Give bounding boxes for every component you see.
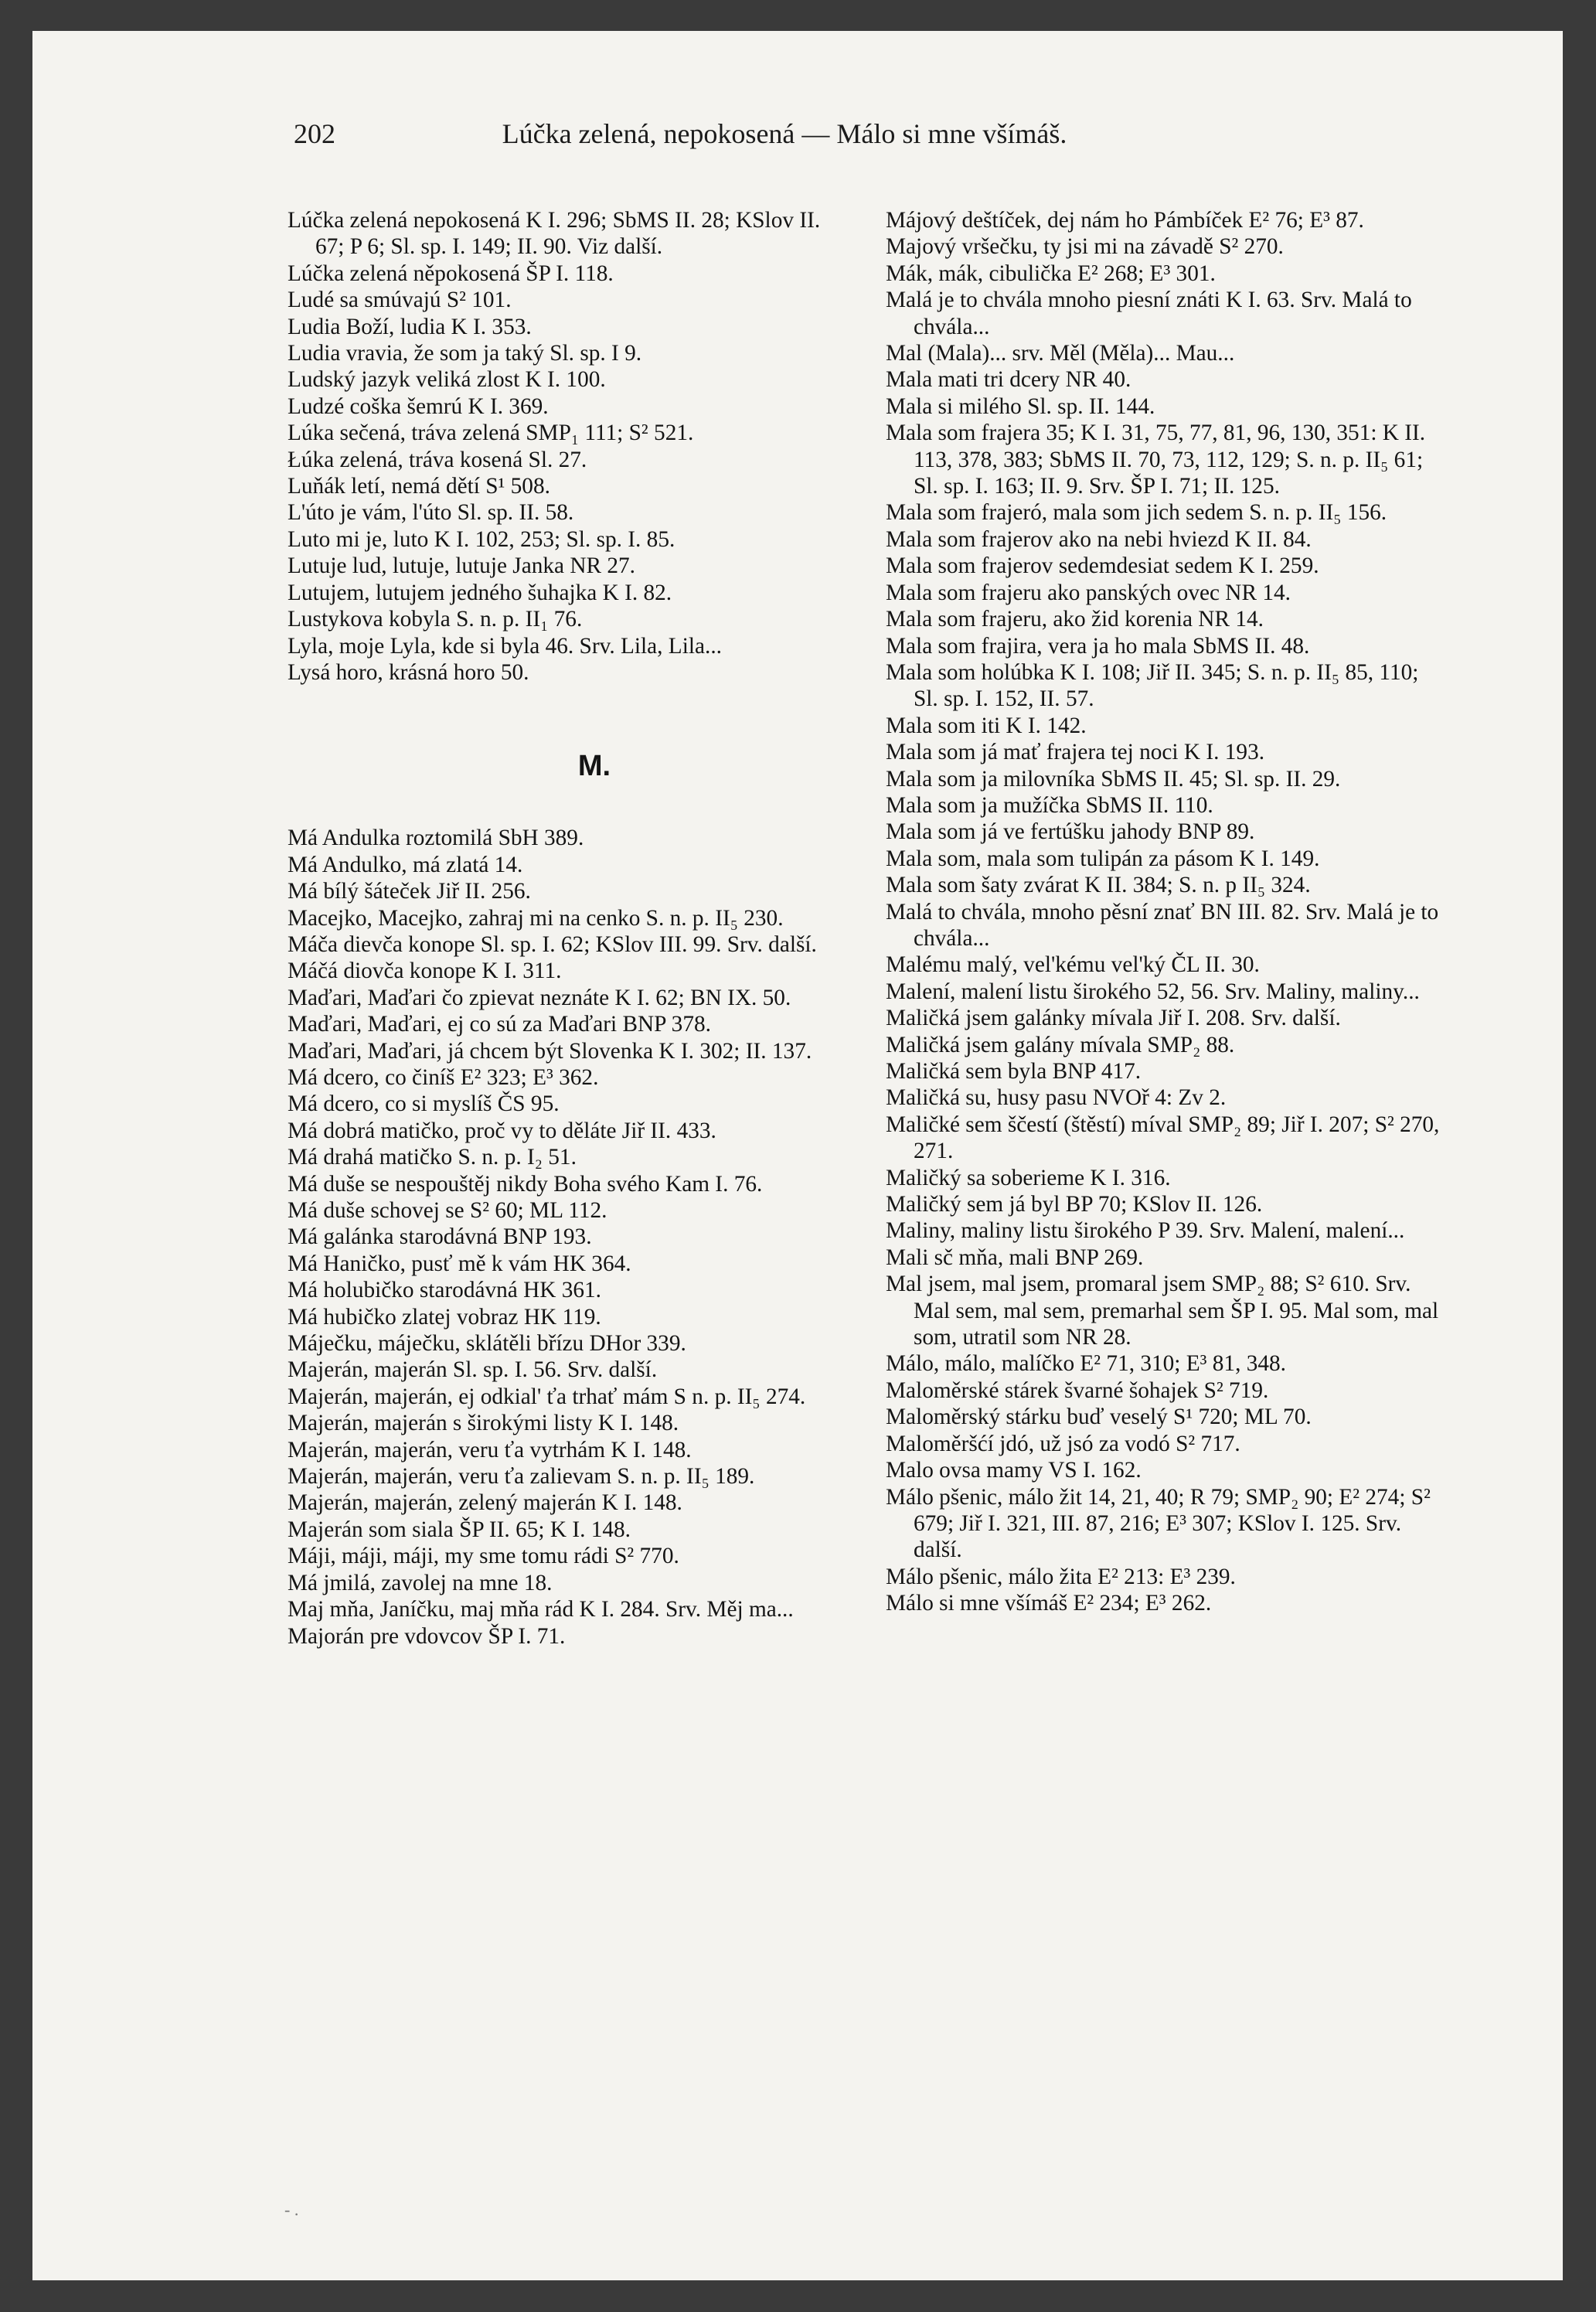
index-entry: Majerán, majerán Sl. sp. I. 56. Srv. další. (288, 1357, 658, 1383)
left-entries-before (288, 207, 847, 686)
index-entry: Maloměrské stárek švarné šohajek S² 719. (886, 1377, 1269, 1403)
index-entry: Má Haničko, pusť mě k vám HK 364. (288, 1251, 631, 1276)
index-entry: Malo ovsa mamy VS I. 162. (886, 1458, 1142, 1483)
index-entry: Maličká jsem galány mívala SMP₂ 88. (886, 1032, 1235, 1057)
index-entry: Mala som frajeru ako panských ovec NR 14. (886, 580, 1291, 605)
index-entry: Maloměrský stárku buď veselý S¹ 720; ML 70. (886, 1405, 1312, 1430)
index-entry: Mala som frajerov sedemdesiat sedem K I. 259. (886, 553, 1319, 579)
index-entry: Máji, máji, máji, my sme tomu rádi S² 770. (288, 1544, 679, 1569)
index-entry: Málo pšenic, málo žita E² 213: E³ 239. (886, 1564, 1236, 1589)
index-entry: Maličký sa soberieme K I. 316. (886, 1165, 1171, 1190)
index-entry: Majerán, majerán, zelený majerán K I. 148. (288, 1490, 682, 1516)
left-entries-after (288, 825, 847, 1650)
index-entry: Malá to chvála, mnoho pěsní znať BN III. 82. Srv. Malá je to chvála... (886, 899, 1439, 951)
section-heading: M. (577, 750, 611, 783)
index-entry: Málo si mne všímáš E² 234; E³ 262. (886, 1591, 1212, 1616)
index-entry: Mala som frajira, vera ja ho mala SbMS II. 48. (886, 633, 1310, 659)
index-entry: Málo, málo, malíčko E² 71, 310; E³ 81, 348. (886, 1351, 1286, 1377)
index-entry: Lúčka zelená něpokosená ŠP I. 118. (288, 260, 614, 286)
index-entry: Má galánka starodávná BNP 193. (288, 1224, 592, 1250)
page-number: 202 (294, 118, 335, 149)
left-column (288, 207, 847, 1650)
page-sheet (32, 31, 1563, 2280)
index-entry: Łúka zelená, tráva kosená Sl. 27. (288, 447, 587, 472)
index-entry: Ludia vravia, že som ja taký Sl. sp. I 9. (288, 341, 642, 366)
index-entry: Majový vršečku, ty jsi mi na závadě S² 270. (886, 234, 1284, 260)
index-entry: Maďari, Maďari čo zpievat neznáte K I. 62; BN IX. 50. (288, 985, 791, 1010)
index-entry: Má dcero, co si myslíš ČS 95. (288, 1091, 560, 1117)
index-entry: Maličké sem ščestí (štěstí) míval SMP₂ 89; Jiř I. 207; S² 270, 271. (886, 1112, 1440, 1164)
index-entry: Majerán som siala ŠP II. 65; K I. 148. (288, 1517, 631, 1542)
index-entry: Lutuje lud, lutuje, lutuje Janka NR 27. (288, 553, 635, 579)
index-entry: Mala som iti K I. 142. (886, 713, 1087, 738)
index-entry: Macejko, Macejko, zahraj mi na cenko S. n. p. II₅ 230. (288, 905, 784, 931)
index-entry: Mák, mák, cibulička E² 268; E³ 301. (886, 260, 1216, 286)
index-entry: Má duše se nespouštěj nikdy Boha svého Kam I. 76. (288, 1171, 763, 1197)
index-entry: Maličká su, husy pasu NVOř 4: Zv 2. (886, 1085, 1227, 1111)
index-entry: Mala som frajera 35; K I. 31, 75, 77, 81, 96, 130, 351: K II. 113, 378, 383; SbMS II. 70, 73, 112, 129; S. n. p. II₅ 61; Sl. sp. I. 163; II. 9. Srv. ŠP I. 71; II. 125. (886, 421, 1426, 499)
index-entry: Maličký sem já byl BP 70; KSlov II. 126. (886, 1192, 1263, 1217)
index-entry: Lúčka zelená nepokosená K I. 296; SbMS II. 28; KSlov II. 67; P 6; Sl. sp. I. 149; II. 90. Viz další. (288, 208, 821, 260)
index-entry: Malení, malení listu širokého 52, 56. Srv. Maliny, maliny... (886, 979, 1420, 1004)
index-entry: Majerán, majerán, veru ťa zalievam S. n. p. II₅ 189. (288, 1464, 755, 1490)
index-entry: Mala mati tri dcery NR 40. (886, 367, 1131, 393)
index-entry: Mala som ja milovníka SbMS II. 45; Sl. sp. II. 29. (886, 766, 1341, 792)
index-entry: Maliny, maliny listu širokého P 39. Srv. Malení, malení... (886, 1218, 1405, 1244)
index-entry: Maďari, Maďari, já chcem být Slovenka K I. 302; II. 137. (288, 1038, 812, 1064)
index-entry: Má hubičko zlatej vobraz HK 119. (288, 1304, 601, 1330)
index-entry: Mala som šaty zvárat K II. 384; S. n. p II₅ 324. (886, 873, 1311, 898)
index-entry: Máčá diovča konope K I. 311. (288, 959, 562, 984)
index-entry: Má Andulko, má zlatá 14. (288, 852, 523, 877)
index-entry: Malá je to chvála mnoho piesní znáti K I. 63. Srv. Malá to chvála... (886, 288, 1412, 339)
index-entry: Lustykova kobyla S. n. p. II₁ 76. (288, 607, 583, 632)
index-entry: Mala si milého Sl. sp. II. 144. (886, 393, 1155, 419)
index-entry: Ludé sa smúvajú S² 101. (288, 288, 512, 313)
index-entry: Má dcero, co činíš E² 323; E³ 362. (288, 1064, 599, 1090)
index-entry: Ludzé coška šemrú K I. 369. (288, 393, 549, 419)
index-entry: Majerán, majerán, ej odkial' ťa trhať mám S n. p. II₅ 274. (288, 1384, 806, 1409)
index-entry: Mala som holúbka K I. 108; Jiř II. 345; S. n. p. II₅ 85, 110; Sl. sp. I. 152, II. 57. (886, 659, 1419, 712)
index-entry: Máča dievča konope Sl. sp. I. 62; KSlov III. 99. Srv. další. (288, 931, 817, 957)
index-entry: Ludia Boží, ludia K I. 353. (288, 314, 532, 339)
index-entry: Mala som, mala som tulipán za pásom K I. 149. (886, 846, 1320, 871)
index-entry: Mala som frajeru, ako žid korenia NR 14. (886, 607, 1264, 632)
running-header (294, 117, 1229, 164)
index-entry: Mala som frajerov ako na nebi hviezd K II. 84. (886, 526, 1312, 552)
index-entry: Má bílý šáteček Jiř II. 256. (288, 879, 531, 904)
index-entry: L'úto je vám, l'úto Sl. sp. II. 58. (288, 500, 574, 526)
index-entry: Lysá horo, krásná horo 50. (288, 659, 529, 685)
right-column (886, 207, 1445, 1617)
index-entry: Mala som já mať frajera tej noci K I. 193. (886, 740, 1265, 765)
index-entry: Maj mňa, Janíčku, maj mňa rád K I. 284. Srv. Měj ma... (288, 1597, 794, 1622)
index-entry: Málo pšenic, málo žit 14, 21, 40; R 79; SMP₂ 90; E² 274; S² 679; Jiř I. 321, III. 87, 216; E³ 307; KSlov I. 125. Srv. další. (886, 1484, 1431, 1563)
index-entry: Mala som frajeró, mala som jich sedem S. n. p. II₅ 156. (886, 500, 1387, 526)
index-entry: Má jmilá, zavolej na mne 18. (288, 1570, 553, 1595)
index-entry: Má dobrá matičko, proč vy to děláte Jiř II. 433. (288, 1118, 716, 1143)
index-entry: Majerán, majerán, veru ťa vytrhám K I. 148. (288, 1437, 692, 1462)
running-title: Lúčka zelená, nepokosená — Málo si mne všímáš. (502, 118, 1067, 149)
index-entry: Maďari, Maďari, ej co sú za Maďari BNP 378. (288, 1012, 711, 1037)
index-entry: Mala som ja mužíčka SbMS II. 110. (886, 792, 1213, 818)
index-entry: Luňák letí, nemá dětí S¹ 508. (288, 474, 550, 499)
index-entry: Majorán pre vdovcov ŠP I. 71. (288, 1623, 566, 1649)
index-entry: Luto mi je, luto K I. 102, 253; Sl. sp. I. 85. (288, 526, 675, 552)
index-entry: Lúka sečená, tráva zelená SMP₁ 111; S² 521. (288, 421, 694, 446)
index-entry: Majerán, majerán s širokými listy K I. 148. (288, 1411, 679, 1436)
index-entry: Lyla, moje Lyla, kde si byla 46. Srv. Lila, Lila... (288, 633, 722, 659)
index-entry: Maličká sem byla BNP 417. (886, 1059, 1142, 1084)
index-entry: Má holubičko starodávná HK 361. (288, 1278, 602, 1303)
index-entry: Máječku, máječku, sklátěli břízu DHor 339. (288, 1331, 686, 1357)
index-entry: Maloměršćí jdó, už jsó za vodó S² 717. (886, 1431, 1240, 1456)
page-smudge: - . (284, 2200, 299, 2219)
index-entry: Mali sč mňa, mali BNP 269. (886, 1245, 1144, 1270)
index-entry: Mala som já ve fertúšku jahody BNP 89. (886, 819, 1255, 845)
index-entry: Ludský jazyk veliká zlost K I. 100. (288, 367, 606, 393)
index-entry: Mal (Mala)... srv. Měl (Měla)... Mau... (886, 341, 1235, 366)
index-entry: Mal jsem, mal jsem, promaral jsem SMP₂ 88; S² 610. Srv. Mal sem, mal sem, premarhal sem ŠP I. 95. Mal som, mal som, utratil som NR 28. (886, 1272, 1439, 1350)
index-entry: Májový deštíček, dej nám ho Pámbíček E² 76; E³ 87. (886, 208, 1364, 233)
index-entry: Malému malý, vel'kému vel'ký ČL II. 30. (886, 952, 1260, 978)
index-entry: Má drahá matičko S. n. p. I₂ 51. (288, 1145, 577, 1170)
index-entry: Lutujem, lutujem jedného šuhajka K I. 82. (288, 580, 672, 605)
index-entry: Má Andulka roztomilá SbH 389. (288, 826, 584, 851)
right-entries (886, 207, 1445, 1617)
index-entry: Maličká jsem galánky mívala Jiř I. 208. Srv. další. (886, 1006, 1341, 1031)
index-entry: Má duše schovej se S² 60; ML 112. (288, 1198, 607, 1223)
